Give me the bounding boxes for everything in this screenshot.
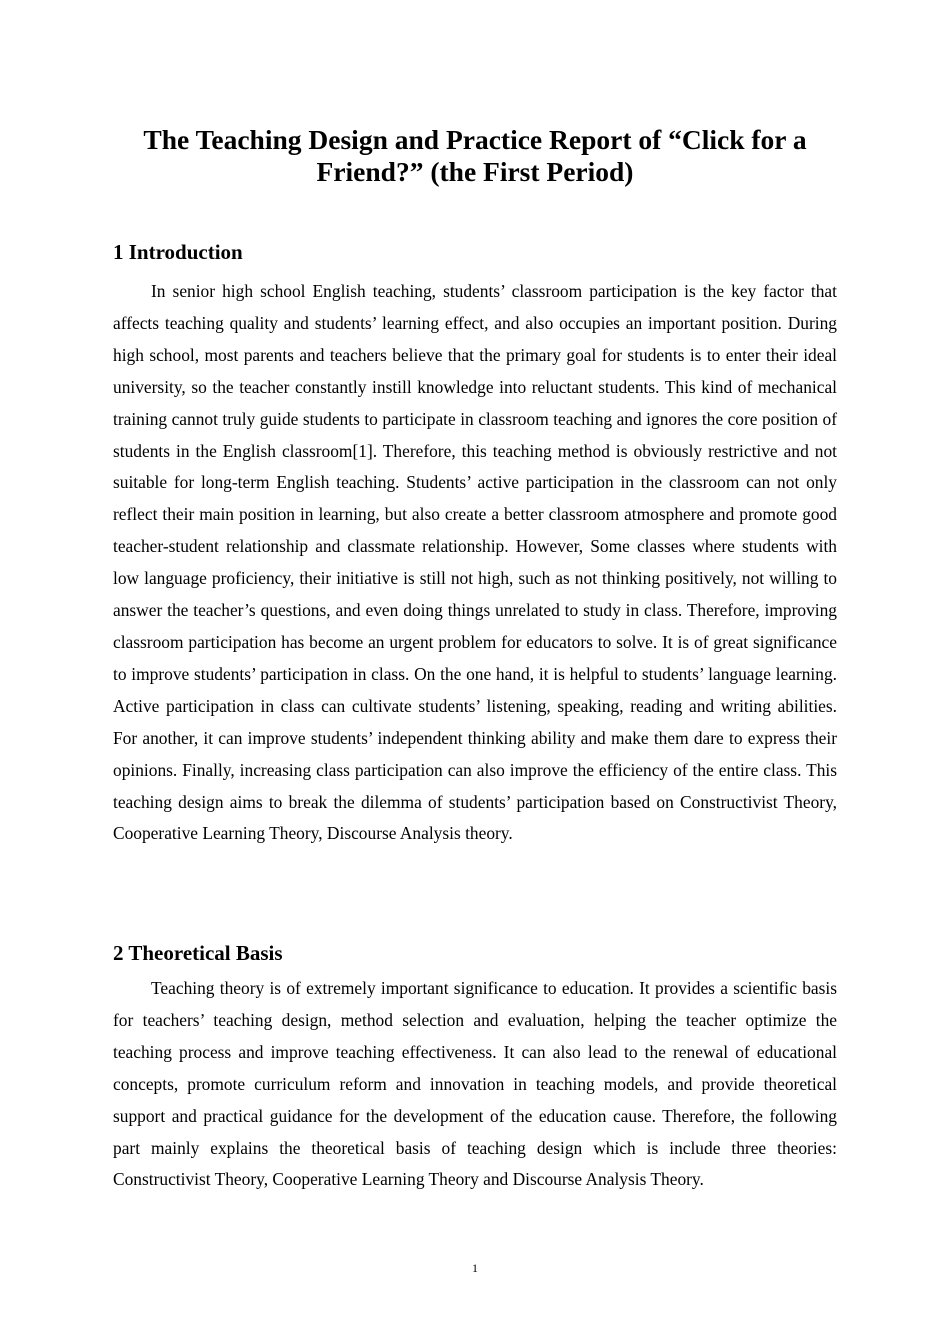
page-number: 1 bbox=[472, 1261, 478, 1275]
section-paragraph-introduction: In senior high school English teaching, students’ classroom participation is the key factor that affects teaching quality and students’ learning effect, and also occupies an important position. During high school, most parents and teachers believe that the primary goal for students is to enter their ideal university, so the teacher constantly instill knowledge into reluctant students. This kind of mechanical training cannot truly guide students to participate in classroom teaching and ignores the core position of students in the English classroom[1]. Therefore, this teaching method is obviously restrictive and not suitable for long-term English teaching. Students’ active participation in the classroom can not only reflect their main position in learning, but also create a better classroom atmosphere and promote good teacher-student relationship and classmate relationship. However, Some classes where students with low language proficiency, their initiative is still not high, such as not thinking positively, not willing to answer the teacher’s questions, and even doing things unrelated to study in class. Therefore, improving classroom participation has become an urgent problem for educators to solve. It is of great significance to improve students’ participation in class. On the one hand, it is helpful to students’ language learning. Active participation in class can cultivate students’ listening, speaking, reading and writing abilities. For another, it can improve students’ independent thinking ability and make them dare to express their opinions. Finally, increasing class participation can also improve the efficiency of the entire class. This teaching design aims to break the dilemma of students’ participation based on Constructivist Theory, Cooperative Learning Theory, Discourse Analysis theory. bbox=[113, 281, 837, 844]
section-heading-introduction: 1 Introduction bbox=[113, 240, 243, 264]
section-heading-theoretical-basis: 2 Theoretical Basis bbox=[113, 941, 283, 965]
section-paragraph-theoretical-basis: Teaching theory is of extremely important significance to education. It provides a scientific basis for teachers’ teaching design, method selection and evaluation, helping the teacher optimize the teaching process and improve teaching effectiveness. It can also lead to the renewal of educational concepts, promote curriculum reform and innovation in teaching models, and provide theoretical support and practical guidance for the development of the education cause. Therefore, the following part mainly explains the theoretical basis of teaching design which is include three theories: Constructivist Theory, Cooperative Learning Theory and Discourse Analysis Theory. bbox=[113, 978, 837, 1190]
document-title: The Teaching Design and Practice Report of “Click for a Friend?” (the First Period) bbox=[143, 124, 807, 187]
